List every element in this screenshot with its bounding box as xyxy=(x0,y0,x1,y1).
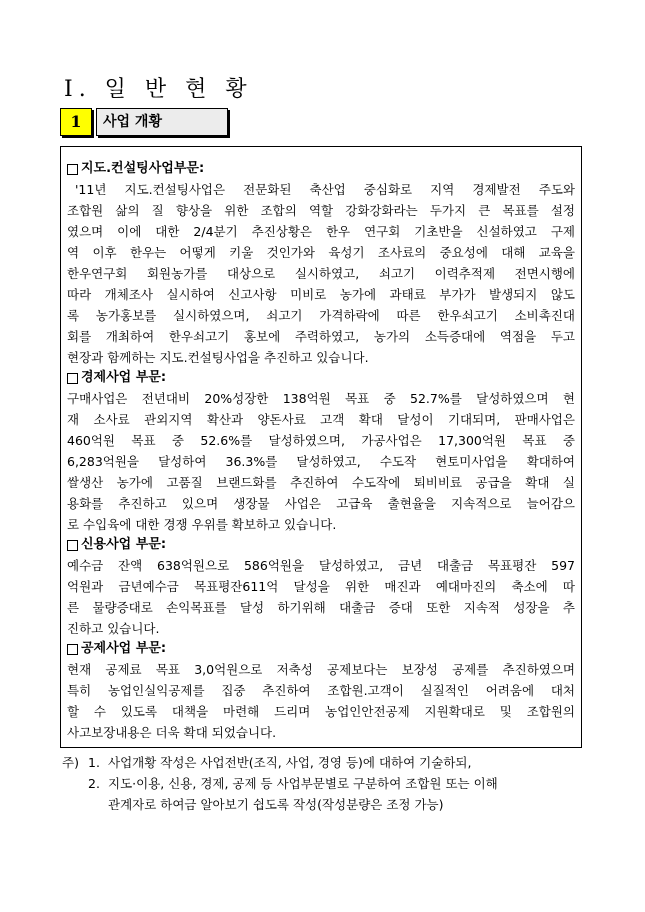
paragraph-line: 른 물량증대로 손익목표를 달성 하기위해 대출금 증대 또한 지속적 성장을 추 xyxy=(67,600,575,615)
checkbox-square-icon xyxy=(67,373,78,384)
subsection-title xyxy=(67,639,575,659)
paragraph-line: 6,283억원을 달성하여 36.3%를 달성하였고, 수도작 현토미사업을 확대하여 xyxy=(67,454,575,469)
subsection-title xyxy=(67,368,575,388)
section-title: 사업 개황 xyxy=(96,108,228,136)
paragraph-line: 억원과 금년예수금 목표평잔611억 달성을 위한 매진과 예대마진의 축소에 따 xyxy=(67,579,575,594)
footnote-line xyxy=(62,752,584,773)
subsection-title xyxy=(67,535,575,555)
footnote-number: 1. xyxy=(88,755,100,770)
footnote-prefix xyxy=(62,773,88,794)
paragraph-line: 록 농가홍보를 실시하였으며, 쇠고기 가격하락에 따른 한우쇠고기 소비촉진대 xyxy=(67,308,575,323)
checkbox-square-icon xyxy=(67,540,78,551)
paragraph-line: 였으며 이에 대한 2/4분기 추진상황은 한우 연구회 기초반을 신설하였고 구제 xyxy=(67,224,575,239)
checkbox-square-icon xyxy=(67,644,78,655)
subsection-title-text: 공제사업 부문: xyxy=(81,641,167,656)
footnote-text: 사업개황 작성은 사업전반(조직, 사업, 경영 등)에 대하여 기술하되, xyxy=(108,755,472,770)
subsection-title xyxy=(67,159,575,179)
paragraph-line: 예수금 잔액 638억원으로 586억원을 달성하였고, 금년 대출금 목표평잔 597 xyxy=(67,558,575,573)
paragraph-line: 로 수입육에 대한 경쟁 우위를 확보하고 있습니다. xyxy=(67,517,337,532)
footnote-prefix: 주) xyxy=(62,755,79,770)
content-box xyxy=(60,146,582,748)
paragraph-line: 조합원 삶의 질 향상을 위한 조합의 역할 강화강화라는 두가지 큰 목표를 설정 xyxy=(67,203,575,218)
section-number: 1 xyxy=(60,108,92,136)
checkbox-square-icon xyxy=(67,164,78,175)
paragraph-line: 용화를 추진하고 있으며 생장물 사업은 고급육 출현율을 지속적으로 늘어감으 xyxy=(67,496,575,511)
paragraph-line: 회를 개최하여 한우쇠고기 홍보에 주력하였고, 농가의 소득증대에 역점을 두고 xyxy=(67,329,575,344)
paragraph-line: 할 수 있도록 대책을 마련해 드리며 농업인안전공제 지원확대로 및 조합원의 xyxy=(67,704,575,719)
paragraph-line: 사고보장내용은 더욱 확대 되었습니다. xyxy=(67,725,277,740)
paragraph-line: 460억원 목표 중 52.6%를 달성하였으며, 가공사업은 17,300억원 목표 중 xyxy=(67,433,575,448)
paragraph-line: 따라 개체조사 실시하여 신고사항 미비로 농가에 과태료 부가가 발생되지 않도 xyxy=(67,287,575,302)
paragraph-line: '11년 지도.컨설팅사업은 전문화된 축산업 중심화로 지역 경제발전 주도와 xyxy=(75,182,575,197)
footnote-text: 지도·이용, 신용, 경제, 공제 등 사업부문별로 구분하여 조합원 또는 이해 xyxy=(108,776,498,791)
subsection-title-text: 경제사업 부문: xyxy=(81,370,167,385)
footnote-line xyxy=(62,794,584,815)
subsection-title-text: 신용사업 부문: xyxy=(81,537,167,552)
subsection-title-text: 지도.컨설팅사업부문: xyxy=(81,161,205,176)
footnote-text: 관계자로 하여금 알아보기 쉽도록 작성(작성분량은 조정 가능) xyxy=(108,797,444,812)
paragraph-line: 구매사업은 전년대비 20%성장한 138억원 목표 중 52.7%를 달성하였으며 현 xyxy=(67,391,575,406)
paragraph-line: 진하고 있습니다. xyxy=(67,621,160,636)
paragraph-line: 현장과 함께하는 지도.컨설팅사업을 추진하고 있습니다. xyxy=(67,350,369,365)
paragraph-line: 한우연구회 회원농가를 대상으로 실시하였고, 쇠고기 이력추적제 전면시행에 xyxy=(67,266,575,281)
page-heading: Ⅰ. 일 반 현 황 xyxy=(64,77,253,102)
paragraph-line: 특히 농업인실익공제를 집중 추진하여 조합원.고객이 실질적인 어려움에 대처 xyxy=(67,683,575,698)
paragraph-line: 현재 공제료 목표 3,0억원으로 저축성 공제보다는 보장성 공제를 추진하였으며 xyxy=(67,662,575,677)
paragraph-line: 역 이후 한우는 어떻게 키울 것인가와 육성기 조사료의 중요성에 대해 교육을 xyxy=(67,245,575,260)
footnote-number: 2. xyxy=(88,776,100,791)
paragraph-line: 쌀생산 농가에 고품질 브랜드화를 추진하여 수도작에 퇴비비료 공급을 확대 실 xyxy=(67,475,575,490)
footnotes xyxy=(62,752,584,815)
footnote-line xyxy=(62,773,584,794)
paragraph-line: 재 소사료 관외지역 확산과 양돈사료 고객 확대 달성이 기대되며, 판매사업은 xyxy=(67,412,575,427)
